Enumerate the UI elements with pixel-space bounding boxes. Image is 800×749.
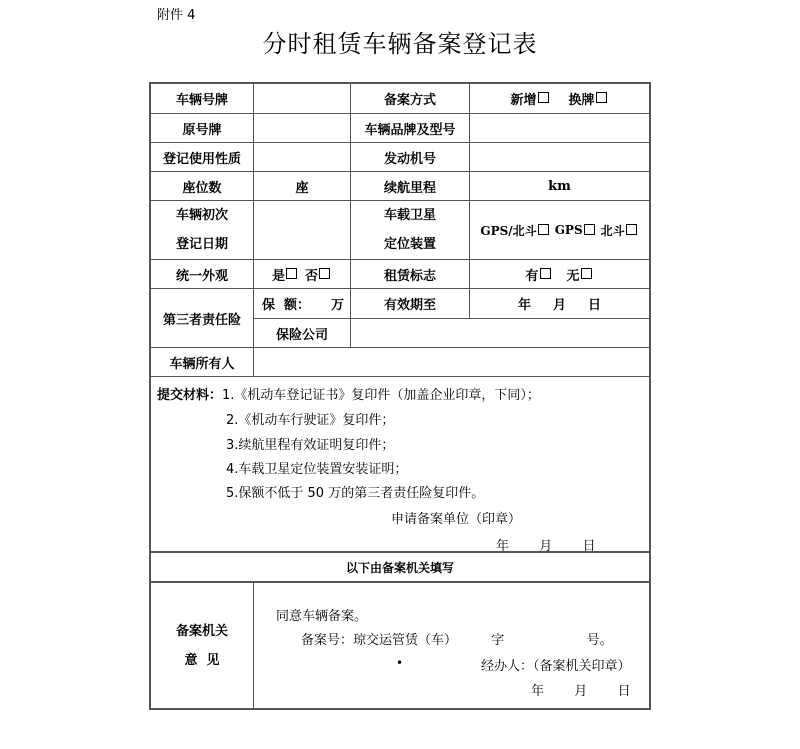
bullet-dot: • [396, 656, 404, 670]
orig-plate-value-cell[interactable] [254, 114, 351, 143]
applicant-month: 月 [539, 539, 553, 554]
authority-label [151, 583, 254, 708]
authority-section-heading: 以下由备案机关填写 [151, 553, 649, 583]
method-new-checkbox[interactable] [538, 92, 549, 103]
ins-company-label: 保险公司 [254, 319, 351, 348]
amount-cell[interactable] [254, 289, 351, 319]
applicant-seal-label: 申请备案单位（印章） [391, 512, 522, 527]
range-label: 续航里程 [351, 172, 470, 201]
rental-have-label: 有 [525, 268, 539, 284]
rental-none-checkbox[interactable] [581, 268, 592, 279]
insurance-label: 第三者责任险 [151, 289, 254, 348]
brand-value-cell[interactable] [470, 114, 649, 143]
sat-option-1-label: GPS/北斗 [480, 223, 537, 238]
materials-item-5: 5.保额不低于 50 万的第三者责任险复印件。 [226, 486, 485, 501]
method-change-checkbox[interactable] [596, 92, 607, 103]
authority-record-no [301, 629, 613, 648]
method-change-label: 换牌 [568, 93, 595, 108]
orig-plate-label: 原号牌 [151, 114, 254, 143]
materials-item-2: 2.《机动车行驶证》复印件； [226, 413, 395, 428]
authority-year: 年 [531, 684, 545, 699]
engine-value-cell[interactable] [470, 143, 649, 172]
valid-year: 年 [517, 298, 531, 313]
applicant-year: 年 [496, 539, 510, 554]
range-unit[interactable]: km [470, 172, 649, 201]
valid-label: 有效期至 [351, 289, 470, 319]
valid-month: 月 [552, 298, 566, 313]
appearance-yes-label: 是 [271, 268, 285, 284]
attachment-label: 附件 4 [157, 8, 196, 23]
appearance-no-label: 否 [305, 268, 319, 284]
method-new-label: 新增 [510, 93, 537, 108]
method-options [470, 84, 649, 114]
sat-option-3-label: 北斗 [600, 223, 625, 238]
record-no-label: 备案号：琼交运管赁（车） [301, 633, 458, 648]
authority-date [531, 680, 631, 699]
appearance-yes-checkbox[interactable] [286, 268, 297, 279]
ins-company-value-cell[interactable] [351, 319, 649, 348]
first-reg-label [151, 201, 254, 260]
materials-line-1 [157, 384, 540, 403]
authority-handler: 经办人：（备案机关印章） [481, 659, 631, 674]
sat-label-line2: 定位装置 [383, 237, 436, 252]
sat-options [470, 201, 649, 260]
first-reg-label-line1: 车辆初次 [175, 208, 228, 223]
brand-label: 车辆品牌及型号 [351, 114, 470, 143]
rental-options [470, 260, 649, 289]
rental-have-checkbox[interactable] [540, 268, 551, 279]
materials-item-3: 3.续航里程有效证明复印件； [226, 438, 395, 453]
applicant-day: 日 [582, 539, 596, 554]
owner-value-cell[interactable] [254, 348, 649, 377]
owner-label: 车辆所有人 [151, 348, 254, 377]
materials-item-4: 4.车载卫星定位装置安装证明； [226, 462, 408, 477]
sat-option-2-label: GPS [554, 223, 583, 237]
authority-day: 日 [617, 684, 631, 699]
authority-month: 月 [574, 684, 588, 699]
record-no-zi: 字 [491, 633, 505, 648]
use-nature-value-cell[interactable] [254, 143, 351, 172]
materials-item-1: 1.《机动车登记证书》复印件（加盖企业印章，下同）； [222, 388, 540, 403]
registration-form [149, 82, 651, 710]
rental-none-label: 无 [566, 268, 580, 284]
first-reg-value-cell[interactable] [254, 201, 351, 260]
amount-unit: 万 [330, 298, 344, 313]
use-nature-label: 登记使用性质 [151, 143, 254, 172]
sat-option-2-checkbox[interactable] [584, 224, 595, 235]
plate-label: 车辆号牌 [151, 84, 254, 114]
authority-agree: 同意车辆备案。 [276, 609, 368, 624]
page-title: 分时租赁车辆备案登记表 [262, 30, 538, 58]
sat-option-1-checkbox[interactable] [538, 224, 549, 235]
authority-label-line2: 意 见 [184, 652, 220, 668]
valid-day: 日 [588, 298, 602, 313]
sat-option-3-checkbox[interactable] [626, 224, 637, 235]
method-label: 备案方式 [351, 84, 470, 114]
rental-label: 租赁标志 [351, 260, 470, 289]
appearance-no-checkbox[interactable] [319, 268, 330, 279]
record-no-hao: 号。 [586, 633, 613, 648]
seats-label: 座位数 [151, 172, 254, 201]
applicant-date [496, 535, 596, 554]
appearance-options [254, 260, 351, 289]
authority-label-line1: 备案机关 [175, 623, 228, 639]
appearance-label: 统一外观 [151, 260, 254, 289]
sat-label-line1: 车载卫星 [383, 208, 436, 223]
amount-label: 保 额： [262, 298, 311, 313]
sat-label [351, 201, 470, 260]
first-reg-label-line2: 登记日期 [175, 237, 228, 252]
valid-date-cell[interactable] [470, 289, 649, 319]
seats-unit[interactable]: 座 [254, 172, 351, 201]
materials-heading: 提交材料： [157, 388, 223, 403]
plate-value-cell[interactable] [254, 84, 351, 114]
engine-label: 发动机号 [351, 143, 470, 172]
